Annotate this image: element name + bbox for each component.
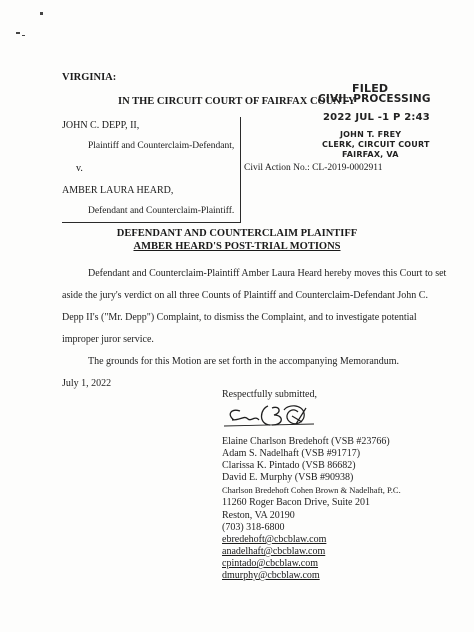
closing-line: Respectfully submitted, [222,389,317,400]
stamp-datetime: 2022 JUL -1 P 2:43 [323,112,430,123]
state-heading: VIRGINIA: [62,72,117,83]
email-link[interactable]: anadelhaft@cbcblaw.com [222,546,326,557]
civil-action-number: Civil Action No.: CL-2019-0002911 [244,163,383,173]
scan-mark [22,35,25,36]
caption-divider-horizontal [62,222,241,223]
body-paragraph-line: Defendant and Counterclaim-Plaintiff Amber Laura Heard hereby moves this Court to set [88,268,447,279]
address-line: 11260 Roger Bacon Drive, Suite 201 [222,497,370,508]
stamp-clerk-name: JOHN T. FREY [340,130,402,139]
signatory: Adam S. Nadelhaft (VSB #91717) [222,448,361,459]
plaintiff-role: Plaintiff and Counterclaim-Defendant, [88,141,235,151]
signatory: David E. Murphy (VSB #90938) [222,472,354,483]
scan-mark [40,12,43,15]
court-heading: IN THE CIRCUIT COURT OF FAIRFAX COUNTY [118,96,356,107]
scan-mark [16,32,20,34]
versus: v. [76,163,83,174]
grounds-paragraph: The grounds for this Motion are set forth in the accompanying Memorandum. [88,356,400,367]
signatory: Elaine Charlson Bredehoft (VSB #23766) [222,436,390,447]
filing-date: July 1, 2022 [62,378,112,389]
handwritten-signature [222,400,322,434]
motion-title-line2: AMBER HEARD'S POST-TRIAL MOTIONS [133,241,341,252]
body-paragraph-line: improper juror service. [62,334,154,345]
email-link[interactable]: dmurphy@cbcblaw.com [222,570,320,581]
defendant-role: Defendant and Counterclaim-Plaintiff. [88,206,235,216]
stamp-location: FAIRFAX, VA [342,150,399,159]
body-paragraph-line: Depp II's ("Mr. Depp") Complaint, to dismiss the Complaint, and to investigate potential [62,312,417,323]
plaintiff-name: JOHN C. DEPP, II, [62,120,140,131]
phone-number: (703) 318-6800 [222,522,285,533]
email-link[interactable]: cpintado@cbcblaw.com [222,558,319,569]
caption-divider-vertical [240,117,241,223]
address-line: Reston, VA 20190 [222,510,295,521]
stamp-filed: FILED [352,82,389,95]
stamp-clerk-title: CLERK, CIRCUIT COURT [322,140,430,149]
defendant-name: AMBER LAURA HEARD, [62,185,174,196]
stamp-processing: CIVIL PROCESSING [318,93,431,105]
law-firm: Charlson Bredehoft Cohen Brown & Nadelhaft, P.C. [222,485,401,495]
email-link[interactable]: ebredehoft@cbcblaw.com [222,534,327,545]
motion-title-line1: DEFENDANT AND COUNTERCLAIM PLAINTIFF [116,228,358,239]
signatory: Clarissa K. Pintado (VSB 86682) [222,460,356,471]
body-paragraph-line: aside the jury's verdict on all three Counts of Plaintiff and Counterclaim-Defendant John C. [62,290,428,301]
